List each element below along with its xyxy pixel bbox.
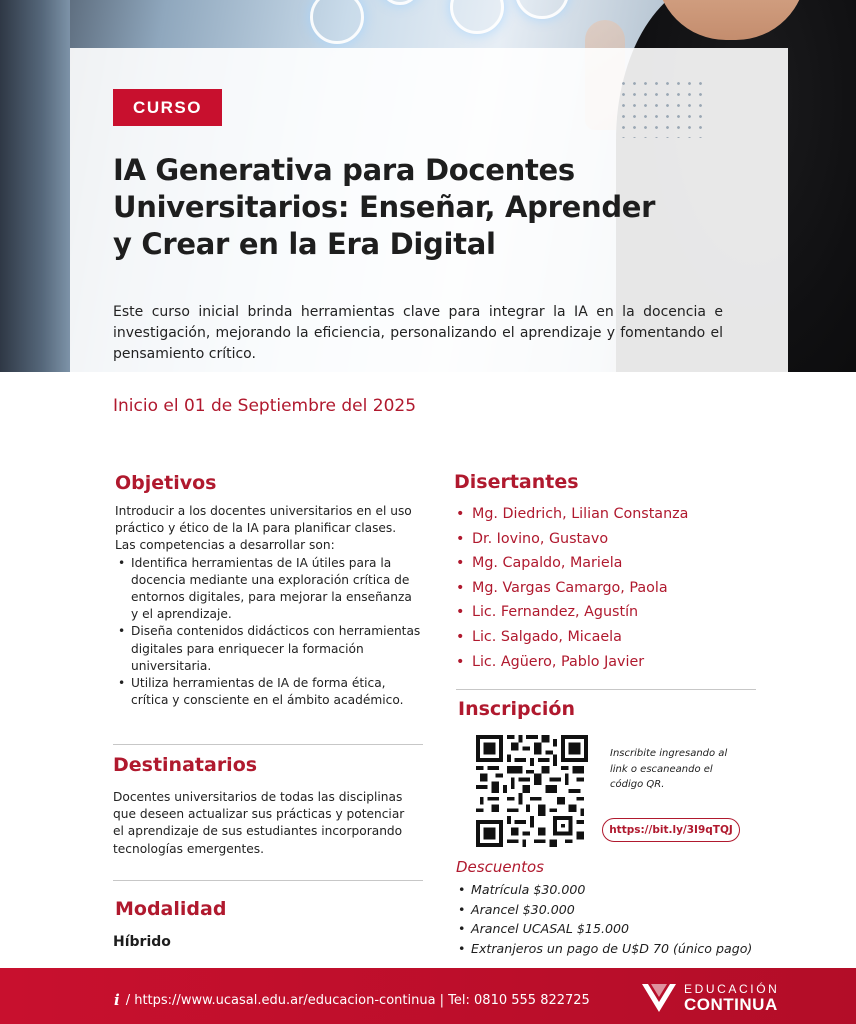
title-line: IA Generativa para Docentes <box>113 153 575 187</box>
logo-text-bottom: CONTINUA <box>684 995 778 1014</box>
destinatarios-text: Docentes universitarios de todas las disciplinas que deseen actualizar sus prácticas y potenciar el aprendizaje de sus estudiantes incorporando tecnologías emergentes. <box>113 790 405 856</box>
course-badge: CURSO <box>113 89 222 126</box>
inscripcion-heading: Inscripción <box>458 698 576 720</box>
qr-instructions: Inscribite ingresando al link o escaneando el código QR. <box>610 748 728 790</box>
speaker-item: • Mg. Diedrich, Lilian Constanza <box>454 502 774 527</box>
objetivos-heading: Objetivos <box>115 472 217 494</box>
hero-background-left <box>0 0 70 372</box>
speaker-item: • Mg. Vargas Camargo, Paola <box>454 576 774 601</box>
list-item: • Identifica herramientas de IA útiles para la docencia mediante una exploración crítica de entornos digitales, para mejorar la enseñanza y el aprendizaje. <box>115 555 422 624</box>
qr-code-icon[interactable] <box>476 735 588 847</box>
user-node-icon <box>450 0 504 34</box>
modalidad-heading: Modalidad <box>115 898 227 920</box>
discount-item: • Arancel UCASAL $15.000 <box>456 919 786 939</box>
discount-item: • Arancel $30.000 <box>456 900 786 920</box>
objetivos-intro: Introducir a los docentes universitarios en el uso práctico y ético de la IA para planificar clases. <box>115 504 412 536</box>
footer-contact-text: / https://www.ucasal.edu.ar/educacion-continua | Tel: 0810 555 822725 <box>125 992 590 1008</box>
ucasal-logo-icon <box>640 982 678 1014</box>
divider <box>113 744 423 745</box>
discount-item: • Extranjeros un pago de U$D 70 (único pago) <box>456 939 786 959</box>
start-date: Inicio el 01 de Septiembre del 2025 <box>113 396 417 416</box>
speaker-item: • Lic. Salgado, Micaela <box>454 625 774 650</box>
registration-link[interactable]: https://bit.ly/3I9qTQJ <box>602 818 740 842</box>
speaker-item: • Lic. Agüero, Pablo Javier <box>454 650 774 675</box>
dot-pattern <box>618 78 708 138</box>
disertantes-heading: Disertantes <box>454 471 579 493</box>
modalidad-value: Híbrido <box>113 934 171 950</box>
list-item: • Utiliza herramientas de IA de forma ética, crítica y consciente en el ámbito académico. <box>115 675 422 709</box>
objetivos-body <box>115 503 422 709</box>
user-node-icon <box>515 0 569 19</box>
discount-item: • Matrícula $30.000 <box>456 880 786 900</box>
descuentos-heading: Descuentos <box>456 858 544 876</box>
info-icon: i <box>114 991 120 1009</box>
competencias-label: Las competencias a desarrollar son: <box>115 538 335 553</box>
discounts-list <box>456 880 786 959</box>
list-item: • Diseña contenidos didácticos con herramientas digitales para enriquecer la formación universitaria. <box>115 623 422 675</box>
network-node-icon <box>310 0 364 44</box>
footer <box>0 968 856 1024</box>
divider <box>456 689 756 690</box>
page-title <box>113 152 713 263</box>
competencias-list <box>115 555 422 710</box>
speaker-item: • Mg. Capaldo, Mariela <box>454 551 774 576</box>
wifi-icon <box>380 0 420 5</box>
title-line: y Crear en la Era Digital <box>113 227 496 261</box>
course-intro: Este curso inicial brinda herramientas clave para integrar la IA en la docencia e investigación, mejorando la eficiencia, personalizando el aprendizaje y fomentando el pensamiento crítico. <box>113 304 723 362</box>
speaker-item: • Lic. Fernandez, Agustín <box>454 600 774 625</box>
logo-text <box>684 982 779 1014</box>
speaker-item: • Dr. Iovino, Gustavo <box>454 527 774 552</box>
divider <box>113 880 423 881</box>
speakers-list <box>454 502 774 674</box>
destinatarios-heading: Destinatarios <box>113 754 258 776</box>
footer-contact[interactable] <box>114 991 590 1009</box>
logo-text-top: EDUCACIÓN <box>684 982 780 996</box>
title-line: Universitarios: Enseñar, Aprender <box>113 190 656 224</box>
